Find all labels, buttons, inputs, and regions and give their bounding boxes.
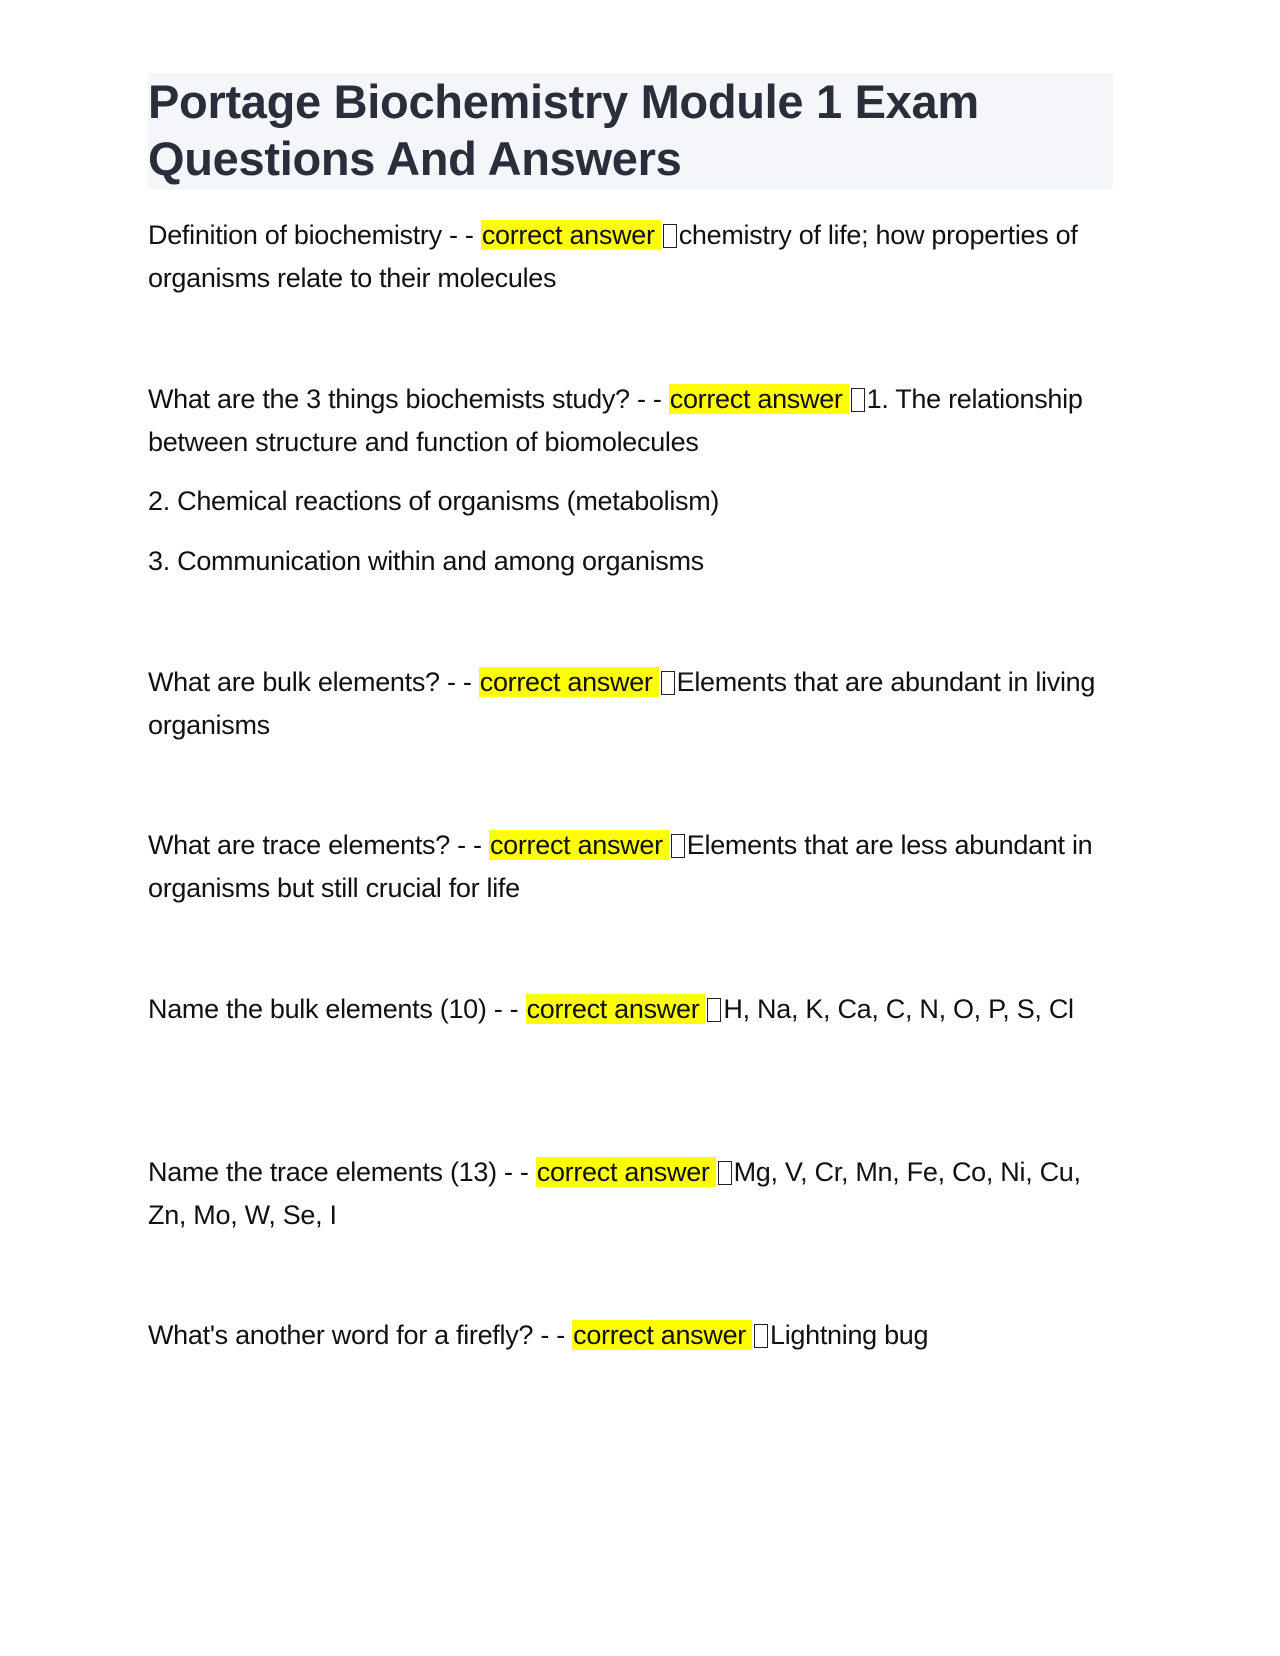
answer: Lightning bug [769, 1320, 929, 1350]
correct-answer-label: correct answer [526, 994, 706, 1024]
qa-item [148, 1314, 1123, 1357]
missing-glyph-icon [661, 671, 675, 695]
question: Name the bulk elements (10) - - [148, 994, 526, 1024]
correct-answer-label: correct answer [481, 220, 661, 250]
qa-item [148, 1151, 1123, 1237]
answer: H, Na, K, Ca, C, N, O, P, S, Cl [723, 994, 1074, 1024]
correct-answer-label: correct answer [669, 384, 849, 414]
qa-item [148, 214, 1123, 300]
missing-glyph-icon [707, 998, 721, 1022]
qa-item [148, 824, 1123, 910]
qa-item [148, 378, 1123, 583]
question: What are the 3 things biochemists study? - - [148, 384, 669, 414]
answer-line: 2. Chemical reactions of organisms (metabolism) [148, 486, 720, 516]
question: What are trace elements? - - [148, 830, 489, 860]
question: Name the trace elements (13) - - [148, 1157, 536, 1187]
answer: Elements that are abundant in living organisms [148, 667, 1096, 740]
missing-glyph-icon [663, 224, 677, 248]
question: What are bulk elements? - - [148, 667, 479, 697]
missing-glyph-icon [671, 834, 685, 858]
correct-answer-label: correct answer [536, 1157, 716, 1187]
missing-glyph-icon [851, 388, 865, 412]
answer-line: 3. Communication within and among organisms [148, 546, 704, 576]
qa-item [148, 661, 1123, 747]
answer: Mg, V, Cr, Mn, Fe, Co, Ni, Cu, Zn, Mo, W, Se, I [148, 1157, 1081, 1230]
question: What's another word for a firefly? - - [148, 1320, 573, 1350]
missing-glyph-icon [718, 1161, 732, 1185]
question: Definition of biochemistry - - [148, 220, 481, 250]
correct-answer-label: correct answer [489, 830, 669, 860]
correct-answer-label: correct answer [572, 1320, 752, 1350]
correct-answer-label: correct answer [479, 667, 659, 697]
answer: Elements that are less abundant in organisms but still crucial for life [148, 830, 1093, 903]
answer: 1. The relationship between structure and function of biomolecules [148, 384, 1083, 457]
answer: chemistry of life; how properties of organisms relate to their molecules [148, 220, 1078, 293]
missing-glyph-icon [754, 1324, 768, 1348]
document-title: Portage Biochemistry Module 1 Exam Questions And Answers [148, 73, 1113, 189]
qa-item [148, 988, 1123, 1031]
